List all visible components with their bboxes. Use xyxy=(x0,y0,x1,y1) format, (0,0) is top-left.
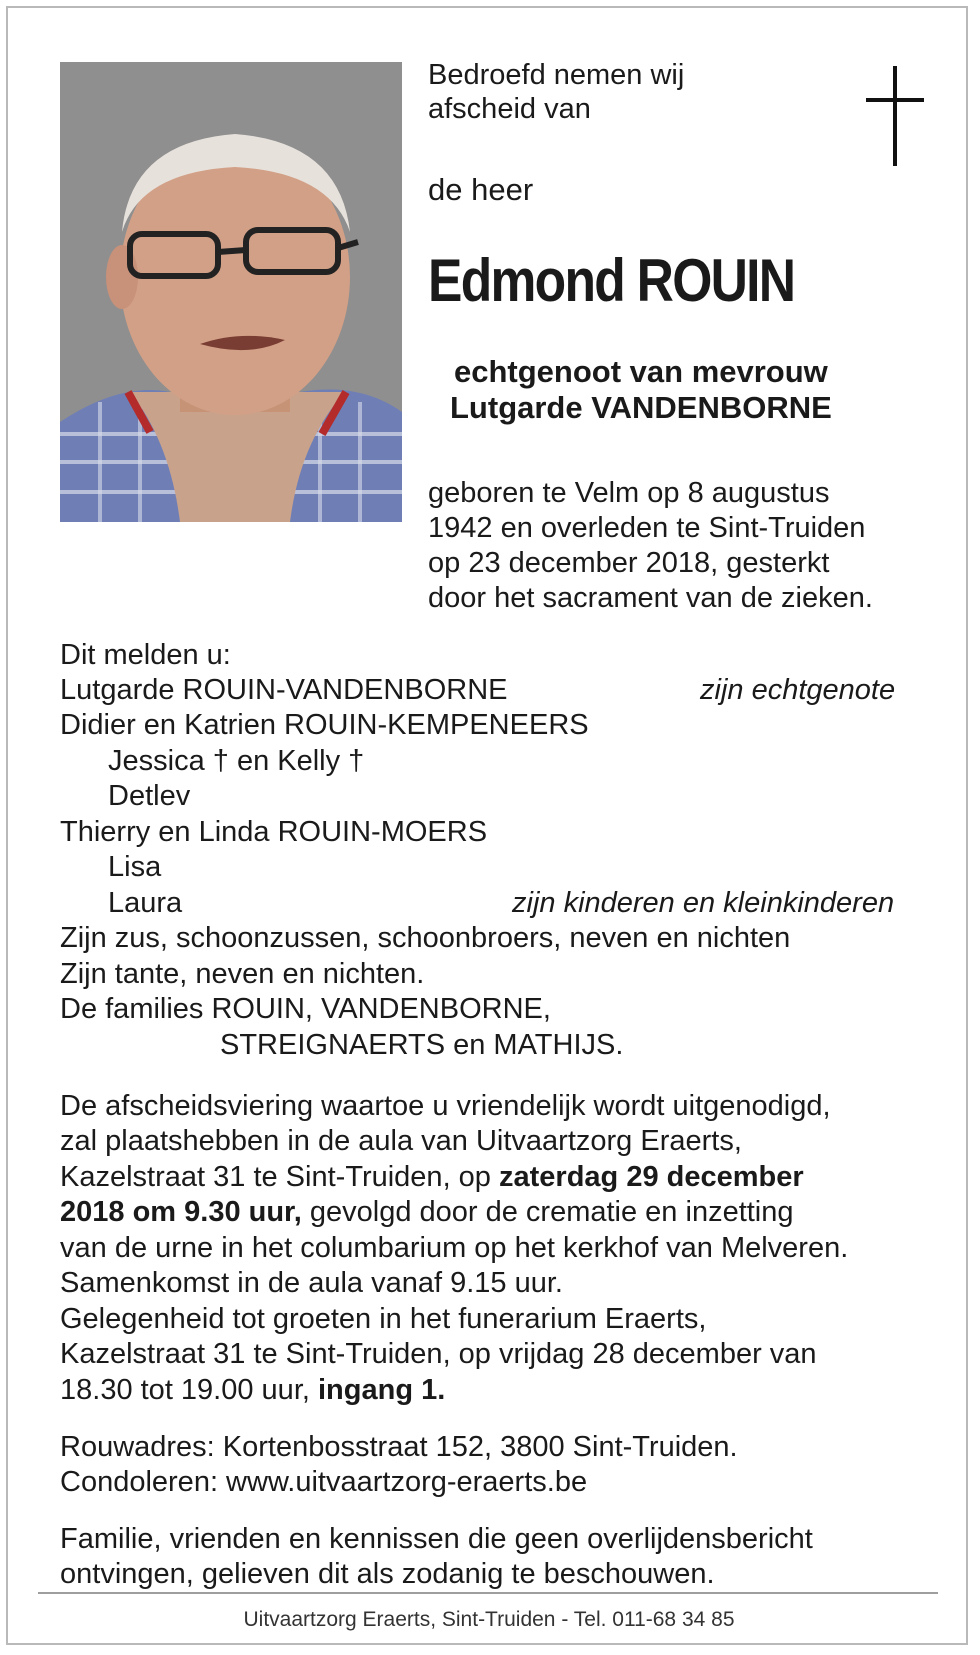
footer-divider xyxy=(38,1592,938,1594)
family-grandchild: Detlev xyxy=(108,780,191,812)
entrance-info: ingang 1. xyxy=(317,1374,446,1406)
portrait-photo xyxy=(60,62,402,522)
family-children-role: zijn kinderen en kleinkinderen xyxy=(512,887,895,919)
family-line: Zijn zus, schoonzussen, schoonbroers, neven en nichten xyxy=(60,922,791,954)
ceremony-line: zal plaatshebben in de aula van Uitvaartzorg Eraerts, xyxy=(60,1125,742,1157)
ceremony-line: Samenkomst in de aula vanaf 9.15 uur. xyxy=(60,1267,563,1299)
birth-line: geboren te Velm op 8 augustus xyxy=(428,477,830,509)
condolence-website: Condoleren: www.uitvaartzorg-eraerts.be xyxy=(60,1466,588,1498)
notice-line: Familie, vrienden en kennissen die geen overlijdensbericht xyxy=(60,1523,813,1555)
portrait-illustration xyxy=(60,62,402,522)
family-child-2: Thierry en Linda ROUIN-MOERS xyxy=(60,816,488,848)
intro-line: afscheid van xyxy=(428,93,591,125)
ceremony-date: zaterdag 29 december xyxy=(499,1161,804,1193)
family-wife: Lutgarde ROUIN-VANDENBORNE xyxy=(60,674,508,706)
family-grandchild: Lisa xyxy=(108,851,162,883)
ceremony-time: 2018 om 9.30 uur, xyxy=(60,1196,302,1228)
family-grandchild: Laura xyxy=(108,887,183,919)
birth-death-info xyxy=(428,476,873,616)
spouse-name: Lutgarde VANDENBORNE xyxy=(450,390,832,425)
family-line: De families ROUIN, VANDENBORNE, xyxy=(60,993,551,1025)
family-wife-role: zijn echtgenote xyxy=(700,674,896,706)
ceremony-line: van de urne in het columbarium op het kerkhof van Melveren. xyxy=(60,1232,849,1264)
birth-line: 1942 en overleden te Sint-Truiden xyxy=(428,512,866,544)
family-grandchild: Jessica † en Kelly † xyxy=(108,745,365,777)
notice-line: ontvingen, gelieven dit als zodanig te beschouwen. xyxy=(60,1558,715,1590)
ceremony-line: Gelegenheid tot groeten in het funerarium Eraerts, xyxy=(60,1303,707,1335)
honorific: de heer xyxy=(428,172,534,207)
deceased-name: Edmond ROUIN xyxy=(428,247,795,314)
family-line: Zijn tante, neven en nichten. xyxy=(60,958,425,990)
birth-line: op 23 december 2018, gesterkt xyxy=(428,547,830,579)
ceremony-line: Kazelstraat 31 te Sint-Truiden, op zaterdag 29 december xyxy=(60,1161,804,1193)
intro-text xyxy=(428,58,684,126)
ceremony-line: 18.30 tot 19.00 uur, ingang 1. xyxy=(60,1374,446,1406)
family-child-1: Didier en Katrien ROUIN-KEMPENEERS xyxy=(60,709,589,741)
birth-line: door het sacrament van de zieken. xyxy=(428,582,873,614)
footer-contact: Uitvaartzorg Eraerts, Sint-Truiden - Tel. 011-68 34 85 xyxy=(243,1608,735,1631)
family-line: STREIGNAERTS en MATHIJS. xyxy=(220,1029,624,1061)
intro-line: Bedroefd nemen wij xyxy=(428,59,685,91)
family-heading: Dit melden u: xyxy=(60,639,231,671)
ceremony-line: 2018 om 9.30 uur, gevolgd door de crematie en inzetting xyxy=(60,1196,794,1228)
spouse-line: echtgenoot van mevrouw xyxy=(454,354,828,389)
cross-icon xyxy=(866,66,924,166)
ceremony-line: De afscheidsviering waartoe u vriendelijk wordt uitgenodigd, xyxy=(60,1090,831,1122)
mourning-address: Rouwadres: Kortenbosstraat 152, 3800 Sint-Truiden. xyxy=(60,1431,738,1463)
obituary-card xyxy=(6,6,968,1645)
ceremony-line: Kazelstraat 31 te Sint-Truiden, op vrijdag 28 december van xyxy=(60,1338,817,1370)
